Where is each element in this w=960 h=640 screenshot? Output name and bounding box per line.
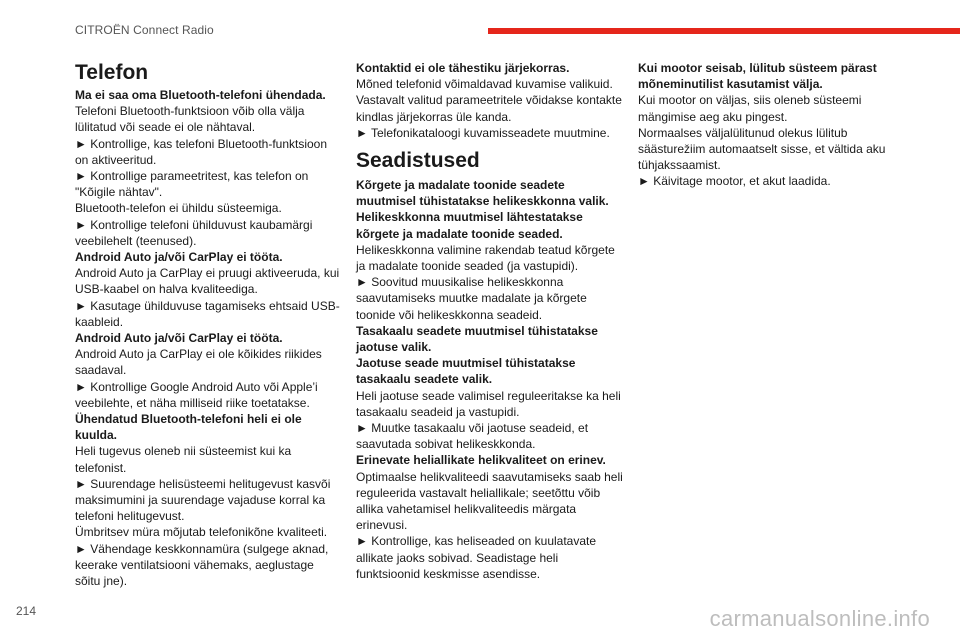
bold-line: Kui mootor seisab, lülitub süsteem pärast mõneminutilist kasutamist välja. [638, 61, 877, 92]
section-heading-telefon: Telefon [75, 61, 149, 84]
bold-line: Ma ei saa oma Bluetooth-telefoni ühendada. [75, 88, 326, 102]
bullet-instruction: ► Kasutage ühilduvuse tagamiseks ehtsaid USB-kaableid. [75, 298, 340, 330]
bullet-instruction: ► Suurendage helisüsteemi helitugevust kasvõi maksimumini ja suurendage vajaduse korral ka telefoni helitugevust. [75, 476, 340, 525]
bold-line: Jaotuse seade muutmisel tühistatakse tasakaalu seadete valik. [356, 356, 576, 387]
body-text: Heli jaotuse seade valimisel reguleeritakse ka heli tasakaalu seadeid ja vastupidi. [356, 388, 621, 419]
bold-line: Erinevate heliallikate helikvaliteet on erinev. [356, 453, 606, 468]
bullet-instruction: ► Telefonikataloogi kuvamisseadete muutmine. [356, 125, 624, 141]
body-text: Telefoni Bluetooth-funktsioon võib olla välja lülitatud või seade ei ole nähtaval. [75, 104, 305, 135]
column-1-text [75, 87, 340, 589]
bold-line: Helikeskkonna muutmisel lähtestatakse kõrgete ja madalate toonide seaded. [356, 210, 583, 241]
bold-line: Android Auto ja/või CarPlay ei tööta. [75, 331, 283, 346]
running-header: CITROËN Connect Radio [75, 23, 214, 37]
body-text: Helikeskkonna valimine rakendab teatud kõrgete ja madalate toonide seaded (ja vastupidi). [356, 242, 615, 274]
column-3 [638, 60, 903, 190]
bullet-instruction: ► Muutke tasakaalu või jaotuse seadeid, et saavutada sobivat helikeskkonda. [356, 420, 624, 452]
bullet-instruction: ► Soovitud muusikalise helikeskkonna saavutamiseks muutke madalate ja kõrgete toonide või helikeskkonna seadeid. [356, 274, 624, 323]
bullet-instruction: ► Kontrollige telefoni ühilduvust kaubamärgi veebilehelt (teenused). [75, 217, 340, 249]
body-text: Mõned telefonid võimaldavad kuvamise valikuid. Vastavalt valitud parameetritele võidakse kontakte kindlas järjekorras üle kanda. [356, 77, 622, 124]
body-text: Normaalses väljalülitunud olekus lülitub säästurežiim automaatselt sisse, et vältida aku tühjakssaamist. [638, 125, 886, 173]
header-accent-bar [488, 28, 960, 34]
watermark: carmanualsonline.info [709, 606, 930, 631]
body-text: Android Auto ja CarPlay ei pruugi aktiveeruda, kui USB-kaabel on halva kvaliteediga. [75, 266, 340, 297]
column-2-text [356, 177, 624, 582]
column-1 [75, 60, 340, 589]
page-number: 214 [16, 604, 37, 618]
body-text: Optimaalse helikvaliteedi saavutamiseks saab heli reguleerida vastavalt heliallikale; seetõttu võib allika vahetamisel helikvaliteedis märgata erinevusi. [356, 469, 623, 533]
bullet-instruction: ► Vähendage keskkonnamüra (sulgege aknad, keerake ventilatsiooni vähemaks, aeglustage sõitu jne). [75, 541, 340, 590]
bold-line: Ühendatud Bluetooth-telefoni heli ei ole kuulda. [75, 412, 302, 443]
body-text: Ümbritsev müra mõjutab telefonikõne kvaliteeti. [75, 525, 328, 540]
bold-line: Kõrgete ja madalate toonide seadete muutmisel tühistatakse helikeskkonna valik. [356, 178, 609, 209]
body-text: Kui mootor on väljas, siis oleneb süsteemi mängimise aeg aku pingest. [638, 93, 862, 124]
body-text: Heli tugevus oleneb nii süsteemist kui ka telefonist. [75, 444, 292, 475]
bullet-instruction: ► Kontrollige, kas heliseaded on kuulatavate allikate jaoks sobivad. Seadistage heli funktsioonid keskmisse asendisse. [356, 533, 624, 582]
section-heading-seadistused: Seadistused [356, 149, 480, 173]
bold-line: Kontaktid ei ole tähestiku järjekorras. [356, 61, 570, 75]
column-2 [356, 60, 624, 582]
body-text: Android Auto ja CarPlay ei ole kõikides riikides saadaval. [75, 347, 322, 378]
bullet-instruction: ► Käivitage mootor, et akut laadida. [638, 173, 903, 189]
column-2-text-top [356, 60, 624, 141]
bullet-instruction: ► Kontrollige parameetritest, kas telefon on "Kõigile nähtav". [75, 168, 340, 200]
bullet-instruction: ► Kontrollige Google Android Auto või Apple’i veebilehte, et näha milliseid riike toetatakse. [75, 379, 340, 411]
bold-line: Android Auto ja/või CarPlay ei tööta. [75, 250, 283, 265]
bold-line: Tasakaalu seadete muutmisel tühistatakse jaotuse valik. [356, 323, 598, 355]
body-text: Bluetooth-telefon ei ühildu süsteemiga. [75, 201, 282, 216]
column-3-text [638, 60, 903, 190]
bullet-instruction: ► Kontrollige, kas telefoni Bluetooth-funktsioon on aktiveeritud. [75, 136, 340, 168]
